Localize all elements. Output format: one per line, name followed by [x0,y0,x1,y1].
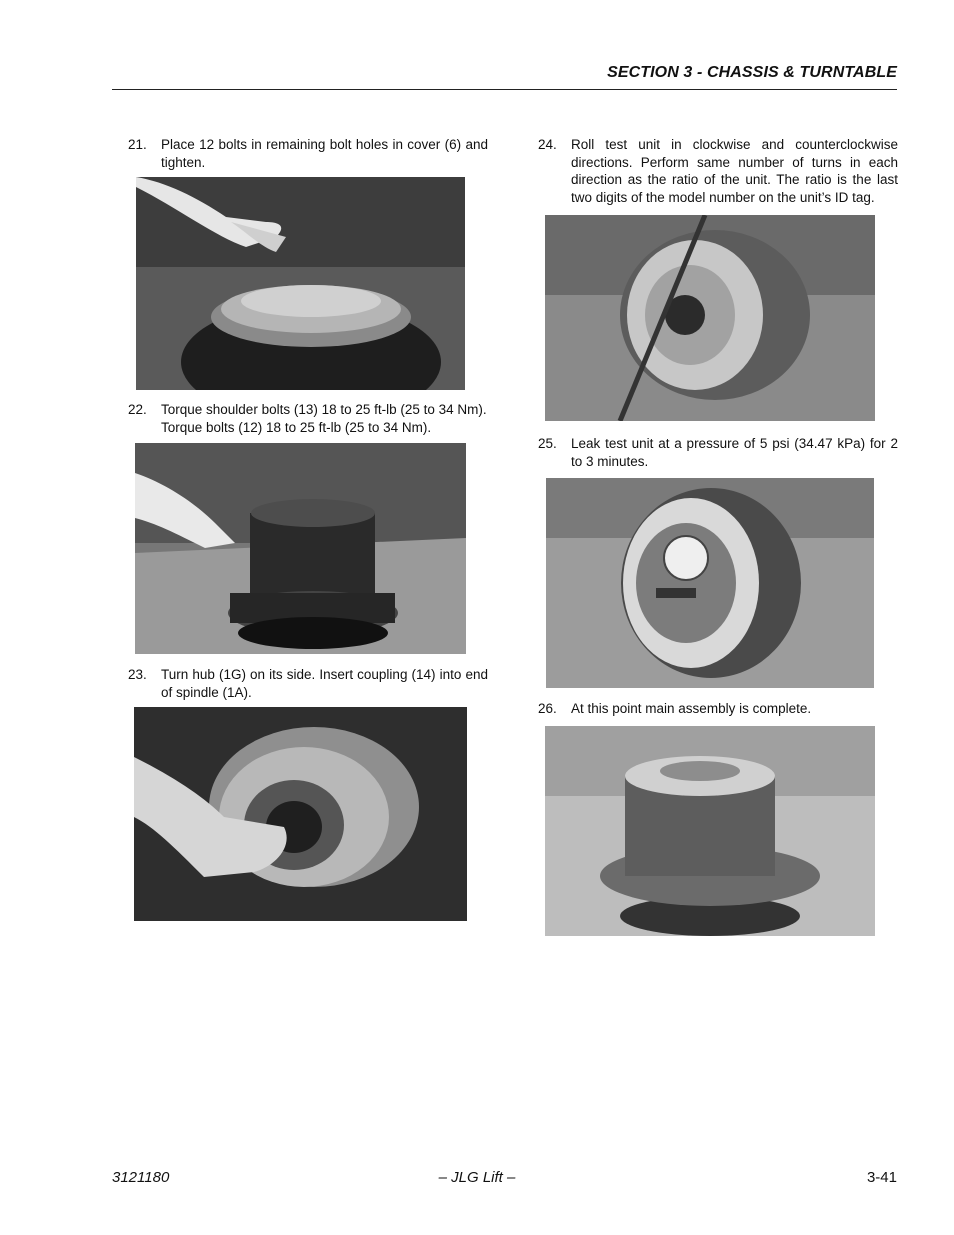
step-text: At this point main assembly is complete. [571,701,812,716]
photo-step-26 [545,726,875,936]
step-text: Torque shoulder bolts (13) 18 to 25 ft-lb (25 to 34 Nm). Torque bolts (12) 18 to 25 ft-lb (25 to 34 Nm). [161,402,487,435]
step-number: 22. [128,402,147,417]
step-number: 25. [538,436,557,451]
photo-step-23 [134,707,467,921]
header-rule [112,89,897,90]
step-text: Place 12 bolts in remaining bolt holes in cover (6) and tighten. [161,137,488,170]
photo-step-24 [545,215,875,421]
step-number: 26. [538,701,557,716]
section-title: SECTION 3 - CHASSIS & TURNTABLE [607,64,897,81]
step-number: 21. [128,137,147,152]
publisher: – JLG Lift – [438,1169,516,1186]
photo-step-22 [135,443,466,654]
page-number: 3-41 [866,1169,897,1186]
step-number: 23. [128,667,147,682]
photo-step-21 [136,177,465,390]
step-number: 24. [538,137,557,152]
step-text: Leak test unit at a pressure of 5 psi (34.47 kPa) for 2 to 3 minutes. [571,436,898,469]
photo-step-25 [546,478,874,688]
step-text: Turn hub (1G) on its side. Insert coupling (14) into end of spindle (1A). [161,667,488,700]
step-text: Roll test unit in clockwise and counterclockwise directions. Perform same number of turns in each direction as the ratio of the unit. The ratio is the last two digits of the model number on the unit’s ID tag. [571,137,898,205]
doc-number: 3121180 [112,1169,170,1186]
